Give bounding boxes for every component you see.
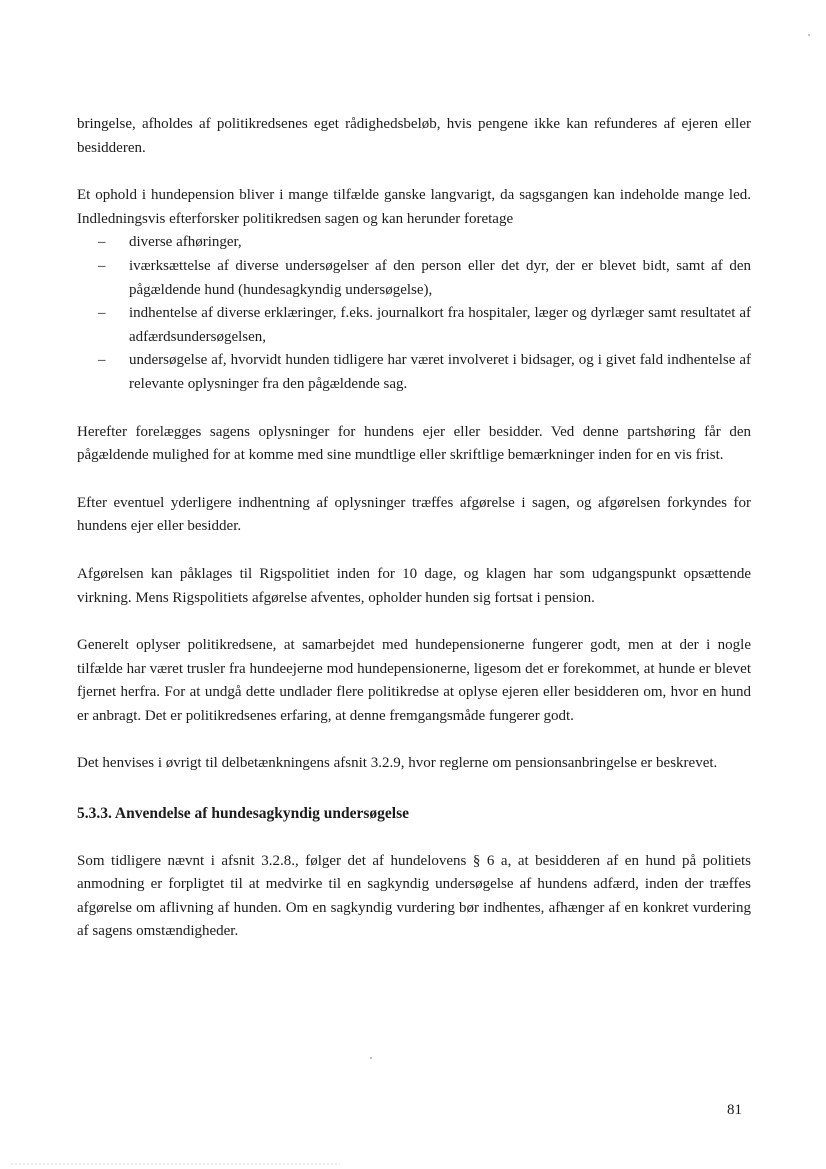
scan-artifact-dots — [10, 1163, 340, 1165]
paragraph-cooperation: Generelt oplyser politikredsene, at samarbejdet med hundepensionerne fungerer godt, men at der i nogle tilfælde har været trusler fra hundeejerne mod hundepensionerne, ligesom det er forekommet, at hunde er blevet fjernet herfra. For at undgå dette undlader flere politikredse at oplyse ejeren eller besidderen om, hvor en hund er anbragt. Det er politikredsenes erfaring, at denne fremgangsmåde fungerer godt. — [77, 637, 751, 724]
list-item-text: undersøgelse af, hvorvidt hunden tidligere har været involveret i bidsager, og i givet fald indhentelse af relevante oplysninger fra den pågældende sag. — [129, 352, 751, 392]
dash-bullet: – — [98, 234, 106, 251]
dash-bullet: – — [98, 257, 106, 274]
list-item-text: indhentelse af diverse erklæringer, f.eks. journalkort fra hospitaler, læger og dyrlæger samt resultatet af adfærdsundersøgelsen, — [129, 305, 751, 345]
paragraph-appeal: Afgørelsen kan påklages til Rigspolitiet inden for 10 dage, og klagen har som udgangspunkt opsættende virkning. Mens Rigspolitiets afgørelse afventes, opholder hunden sig fortsat i pension. — [77, 565, 751, 606]
paragraph-decision: Efter eventuel yderligere indhentning af oplysninger træffes afgørelse i sagen, og afgørelsen forkyndes for hundens ejer eller besidder. — [77, 494, 751, 535]
list-item-text: diverse afhøringer, — [129, 234, 242, 251]
list-item — [77, 231, 751, 255]
page-body — [77, 113, 751, 944]
paragraph-refund: bringelse, afholdes af politikredsenes eget rådighedsbeløb, hvis pengene ikke kan refunderes af ejeren eller besidderen. — [77, 116, 751, 156]
list-item — [77, 349, 751, 396]
list-item-text: iværksættelse af diverse undersøgelser af den person eller det dyr, der er blevet bidt, samt af den pågældende hund (hundesagkyndig undersøgelse), — [129, 257, 751, 298]
list-item — [77, 255, 751, 302]
paragraph-party-hearing: Herefter forelægges sagens oplysninger for hundens ejer eller besidder. Ved denne partshøring får den pågældende mulighed for at komme med sine mundtlige eller skriftlige bemærkninger inden for en vis frist. — [77, 423, 751, 464]
investigation-steps-list — [77, 231, 751, 396]
paragraph-expert-examination: Som tidligere nævnt i afsnit 3.2.8., følger det af hundelovens § 6 a, at besidderen af en hund på politiets anmodning er forpligtet til at medvirke til en sagkyndig undersøgelse af hundens adfærd, inden der træffes afgørelse om aflivning af hunden. Om en sagkyndig vurdering bør indhentes, afhænger af en konkret vurdering af sagens omstændigheder. — [77, 852, 751, 940]
paragraph-reference: Det henvises i øvrigt til delbetænkningens afsnit 3.2.9, hvor reglerne om pensionsanbringelse er beskrevet. — [77, 755, 718, 772]
dash-bullet: – — [98, 305, 106, 322]
scan-speck — [370, 1057, 372, 1059]
list-item — [77, 302, 751, 349]
paragraph-pension-duration: Et ophold i hundepension bliver i mange tilfælde ganske langvarigt, da sagsgangen kan indeholde mange led. Indledningsvis efterforsker politikredsen sagen og kan herunder foretage — [77, 187, 751, 227]
dash-bullet: – — [98, 352, 106, 369]
section-heading: 5.3.3. Anvendelse af hundesagkyndig undersøgelse — [77, 805, 410, 823]
page-number: 81 — [727, 1102, 742, 1118]
scan-speck — [808, 34, 810, 36]
